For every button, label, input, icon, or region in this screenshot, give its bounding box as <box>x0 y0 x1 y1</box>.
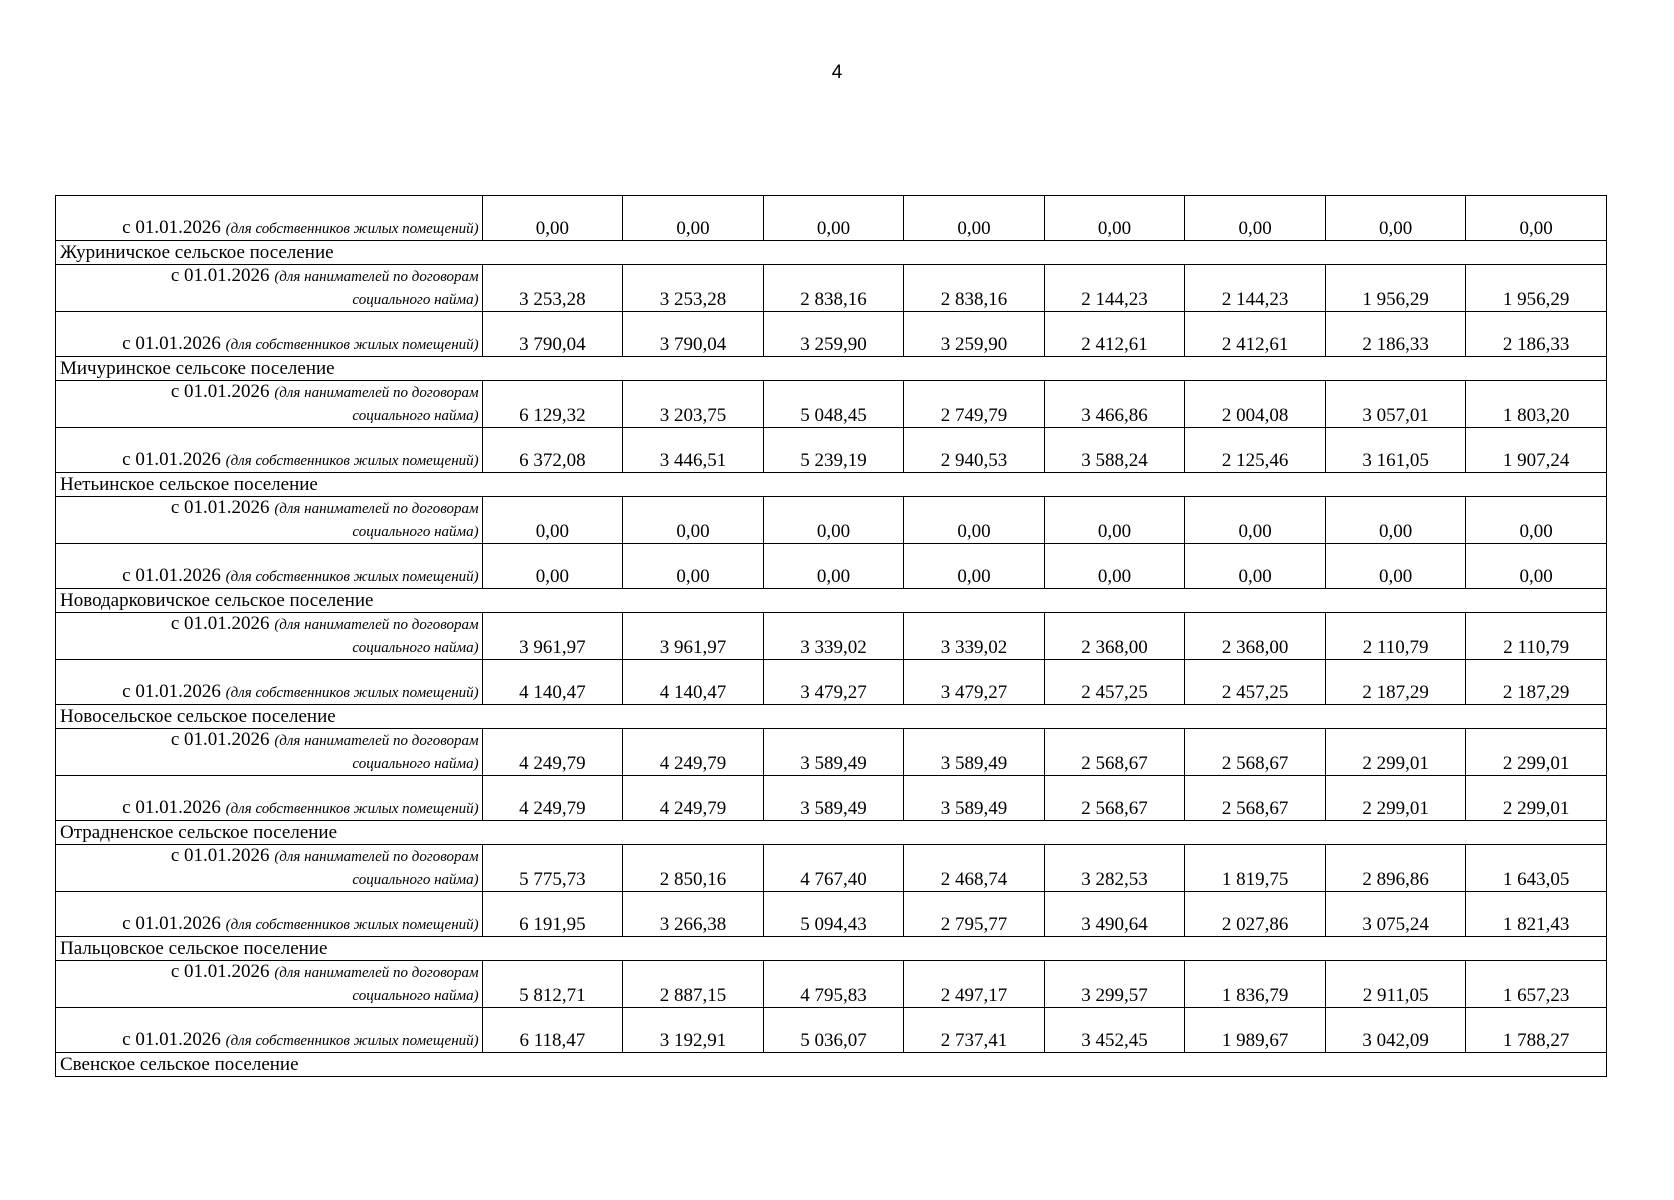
settlement-name: Новодарковичское сельское поселение <box>56 589 1607 613</box>
row-note: (для нанимателей по договорам <box>274 965 479 981</box>
tariff-value-cell: 1 956,29 <box>1466 265 1607 312</box>
row-note-continued: социального найма) <box>352 408 479 424</box>
tariff-table <box>55 195 1607 1077</box>
tariff-row <box>56 1008 1607 1053</box>
tariff-value-cell: 2 568,67 <box>1185 776 1326 821</box>
settlement-header-row <box>56 589 1607 613</box>
tariff-row <box>56 497 1607 544</box>
tariff-value-cell: 2 887,15 <box>623 961 764 1008</box>
settlement-header-row <box>56 937 1607 961</box>
tariff-value-cell: 0,00 <box>482 497 623 544</box>
tariff-value-cell: 3 589,49 <box>904 776 1045 821</box>
tariff-value-cell: 2 497,17 <box>904 961 1045 1008</box>
row-date: с 01.01.2026 <box>170 497 270 518</box>
row-date: с 01.01.2026 <box>122 681 221 702</box>
tariff-value-cell: 2 457,25 <box>1044 660 1185 705</box>
tariff-value-cell: 0,00 <box>623 544 764 589</box>
tariff-value-cell: 3 075,24 <box>1325 892 1466 937</box>
tariff-value-cell: 5 239,19 <box>763 428 904 473</box>
row-note-continued: социального найма) <box>352 988 479 1004</box>
tariff-value-cell: 2 940,53 <box>904 428 1045 473</box>
tariff-row <box>56 544 1607 589</box>
tariff-value-cell: 0,00 <box>1466 544 1607 589</box>
tariff-value-cell: 2 795,77 <box>904 892 1045 937</box>
tariff-value-cell: 3 466,86 <box>1044 381 1185 428</box>
row-date: с 01.01.2026 <box>170 845 270 866</box>
tariff-value-cell: 0,00 <box>1325 544 1466 589</box>
row-date: с 01.01.2026 <box>170 381 270 402</box>
row-note: (для собственников жилых помещений) <box>225 337 479 353</box>
tariff-value-cell: 1 657,23 <box>1466 961 1607 1008</box>
tariff-value-cell: 2 568,67 <box>1044 729 1185 776</box>
settlement-name: Мичуринское сельсоке поселение <box>56 357 1607 381</box>
tariff-value-cell: 0,00 <box>482 544 623 589</box>
row-note: (для нанимателей по договорам <box>274 733 479 749</box>
row-label <box>56 892 483 937</box>
row-note: (для нанимателей по договорам <box>274 617 479 633</box>
row-note: (для собственников жилых помещений) <box>225 801 479 817</box>
settlement-header-row <box>56 705 1607 729</box>
tariff-value-cell: 3 589,49 <box>763 776 904 821</box>
settlement-header-row <box>56 1053 1607 1077</box>
row-label <box>56 265 483 312</box>
tariff-value-cell: 3 203,75 <box>623 381 764 428</box>
tariff-value-cell: 3 266,38 <box>623 892 764 937</box>
tariff-row <box>56 660 1607 705</box>
row-note-continued: социального найма) <box>352 756 479 772</box>
tariff-value-cell: 2 368,00 <box>1044 613 1185 660</box>
row-note: (для собственников жилых помещений) <box>225 453 479 469</box>
row-note: (для нанимателей по договорам <box>274 849 479 865</box>
tariff-value-cell: 2 838,16 <box>904 265 1045 312</box>
row-label <box>56 1008 483 1053</box>
row-note-continued: социального найма) <box>352 292 479 308</box>
settlement-name: Нетьинское сельское поселение <box>56 473 1607 497</box>
tariff-value-cell: 0,00 <box>1185 544 1326 589</box>
tariff-value-cell: 4 767,40 <box>763 845 904 892</box>
tariff-value-cell: 3 961,97 <box>482 613 623 660</box>
row-date: с 01.01.2026 <box>170 729 270 750</box>
tariff-value-cell: 4 795,83 <box>763 961 904 1008</box>
row-note: (для нанимателей по договорам <box>274 385 479 401</box>
tariff-value-cell: 6 191,95 <box>482 892 623 937</box>
tariff-value-cell: 0,00 <box>904 196 1045 241</box>
settlement-header-row <box>56 241 1607 265</box>
row-date: с 01.01.2026 <box>122 449 221 470</box>
tariff-value-cell: 0,00 <box>623 497 764 544</box>
tariff-value-cell: 4 249,79 <box>623 776 764 821</box>
tariff-value-cell: 4 249,79 <box>482 776 623 821</box>
tariff-value-cell: 2 368,00 <box>1185 613 1326 660</box>
tariff-value-cell: 2 299,01 <box>1466 729 1607 776</box>
tariff-value-cell: 0,00 <box>763 544 904 589</box>
tariff-value-cell: 0,00 <box>1185 497 1326 544</box>
tariff-value-cell: 3 490,64 <box>1044 892 1185 937</box>
row-label <box>56 428 483 473</box>
tariff-value-cell: 2 187,29 <box>1325 660 1466 705</box>
tariff-value-cell: 6 129,32 <box>482 381 623 428</box>
row-date: с 01.01.2026 <box>170 961 270 982</box>
page-number: 4 <box>831 62 843 83</box>
tariff-value-cell: 0,00 <box>1185 196 1326 241</box>
settlement-name: Журиничское сельское поселение <box>56 241 1607 265</box>
tariff-row <box>56 613 1607 660</box>
tariff-value-cell: 2 299,01 <box>1325 776 1466 821</box>
row-label <box>56 196 483 241</box>
tariff-value-cell: 4 140,47 <box>482 660 623 705</box>
tariff-value-cell: 2 110,79 <box>1466 613 1607 660</box>
tariff-value-cell: 5 048,45 <box>763 381 904 428</box>
tariff-value-cell: 2 110,79 <box>1325 613 1466 660</box>
row-note-continued: социального найма) <box>352 872 479 888</box>
tariff-value-cell: 1 643,05 <box>1466 845 1607 892</box>
tariff-value-cell: 1 956,29 <box>1325 265 1466 312</box>
tariff-value-cell: 2 850,16 <box>623 845 764 892</box>
tariff-value-cell: 4 249,79 <box>482 729 623 776</box>
row-note: (для нанимателей по договорам <box>274 269 479 285</box>
settlement-name: Отрадненское сельское поселение <box>56 821 1607 845</box>
tariff-value-cell: 3 161,05 <box>1325 428 1466 473</box>
tariff-value-cell: 3 057,01 <box>1325 381 1466 428</box>
tariff-value-cell: 3 961,97 <box>623 613 764 660</box>
tariff-value-cell: 1 819,75 <box>1185 845 1326 892</box>
tariff-value-cell: 3 446,51 <box>623 428 764 473</box>
tariff-value-cell: 0,00 <box>1044 497 1185 544</box>
tariff-row <box>56 381 1607 428</box>
tariff-value-cell: 2 412,61 <box>1044 312 1185 357</box>
tariff-value-cell: 2 838,16 <box>763 265 904 312</box>
tariff-value-cell: 3 589,49 <box>763 729 904 776</box>
row-label <box>56 312 483 357</box>
row-note-continued: социального найма) <box>352 524 479 540</box>
tariff-value-cell: 2 027,86 <box>1185 892 1326 937</box>
tariff-value-cell: 2 144,23 <box>1185 265 1326 312</box>
tariff-value-cell: 3 253,28 <box>623 265 764 312</box>
tariff-value-cell: 3 192,91 <box>623 1008 764 1053</box>
row-label <box>56 381 483 428</box>
tariff-value-cell: 2 896,86 <box>1325 845 1466 892</box>
tariff-value-cell: 1 803,20 <box>1466 381 1607 428</box>
row-note: (для собственников жилых помещений) <box>225 221 479 237</box>
row-date: с 01.01.2026 <box>122 333 221 354</box>
tariff-value-cell: 3 589,49 <box>904 729 1045 776</box>
tariff-value-cell: 4 140,47 <box>623 660 764 705</box>
tariff-value-cell: 2 004,08 <box>1185 381 1326 428</box>
tariff-value-cell: 6 372,08 <box>482 428 623 473</box>
tariff-value-cell: 0,00 <box>763 497 904 544</box>
tariff-value-cell: 0,00 <box>1325 196 1466 241</box>
tariff-value-cell: 2 911,05 <box>1325 961 1466 1008</box>
tariff-value-cell: 3 588,24 <box>1044 428 1185 473</box>
tariff-value-cell: 3 259,90 <box>763 312 904 357</box>
row-date: с 01.01.2026 <box>122 217 221 238</box>
row-date: с 01.01.2026 <box>122 565 221 586</box>
row-note: (для собственников жилых помещений) <box>225 685 479 701</box>
tariff-value-cell: 2 299,01 <box>1325 729 1466 776</box>
tariff-value-cell: 0,00 <box>482 196 623 241</box>
row-label <box>56 845 483 892</box>
tariff-value-cell: 3 299,57 <box>1044 961 1185 1008</box>
row-label <box>56 660 483 705</box>
tariff-value-cell: 4 249,79 <box>623 729 764 776</box>
tariff-value-cell: 2 186,33 <box>1466 312 1607 357</box>
row-label <box>56 613 483 660</box>
row-note-continued: социального найма) <box>352 640 479 656</box>
row-note: (для собственников жилых помещений) <box>225 1033 479 1049</box>
tariff-value-cell: 0,00 <box>1466 196 1607 241</box>
tariff-row <box>56 196 1607 241</box>
row-label <box>56 961 483 1008</box>
tariff-row <box>56 312 1607 357</box>
tariff-value-cell: 6 118,47 <box>482 1008 623 1053</box>
tariff-row <box>56 428 1607 473</box>
row-note: (для собственников жилых помещений) <box>225 917 479 933</box>
tariff-value-cell: 0,00 <box>1044 196 1185 241</box>
row-date: с 01.01.2026 <box>122 797 221 818</box>
tariff-table-body <box>56 196 1607 1077</box>
tariff-value-cell: 2 299,01 <box>1466 776 1607 821</box>
settlement-header-row <box>56 473 1607 497</box>
tariff-row <box>56 265 1607 312</box>
tariff-row <box>56 845 1607 892</box>
tariff-row <box>56 892 1607 937</box>
settlement-name: Свенское сельское поселение <box>56 1053 1607 1077</box>
tariff-value-cell: 3 253,28 <box>482 265 623 312</box>
tariff-value-cell: 3 479,27 <box>904 660 1045 705</box>
row-note: (для нанимателей по договорам <box>274 501 479 517</box>
row-label <box>56 729 483 776</box>
row-label <box>56 776 483 821</box>
tariff-value-cell: 2 125,46 <box>1185 428 1326 473</box>
row-date: с 01.01.2026 <box>122 1029 221 1050</box>
row-note: (для собственников жилых помещений) <box>225 569 479 585</box>
row-label <box>56 497 483 544</box>
tariff-value-cell: 2 568,67 <box>1044 776 1185 821</box>
row-date: с 01.01.2026 <box>122 913 221 934</box>
tariff-value-cell: 0,00 <box>904 497 1045 544</box>
tariff-value-cell: 2 144,23 <box>1044 265 1185 312</box>
settlement-header-row <box>56 357 1607 381</box>
tariff-value-cell: 2 568,67 <box>1185 729 1326 776</box>
tariff-value-cell: 2 187,29 <box>1466 660 1607 705</box>
tariff-value-cell: 1 788,27 <box>1466 1008 1607 1053</box>
settlement-name: Пальцовское сельское поселение <box>56 937 1607 961</box>
tariff-value-cell: 3 790,04 <box>623 312 764 357</box>
tariff-value-cell: 0,00 <box>904 544 1045 589</box>
tariff-value-cell: 5 812,71 <box>482 961 623 1008</box>
tariff-value-cell: 5 094,43 <box>763 892 904 937</box>
tariff-row <box>56 776 1607 821</box>
tariff-row <box>56 729 1607 776</box>
tariff-value-cell: 3 452,45 <box>1044 1008 1185 1053</box>
tariff-value-cell: 0,00 <box>1466 497 1607 544</box>
tariff-value-cell: 3 790,04 <box>482 312 623 357</box>
settlement-header-row <box>56 821 1607 845</box>
tariff-value-cell: 2 749,79 <box>904 381 1045 428</box>
tariff-value-cell: 1 907,24 <box>1466 428 1607 473</box>
tariff-value-cell: 0,00 <box>763 196 904 241</box>
tariff-row <box>56 961 1607 1008</box>
tariff-value-cell: 1 989,67 <box>1185 1008 1326 1053</box>
tariff-value-cell: 3 479,27 <box>763 660 904 705</box>
settlement-name: Новосельское сельское поселение <box>56 705 1607 729</box>
tariff-value-cell: 3 339,02 <box>904 613 1045 660</box>
tariff-value-cell: 3 282,53 <box>1044 845 1185 892</box>
tariff-value-cell: 3 259,90 <box>904 312 1045 357</box>
row-date: с 01.01.2026 <box>170 265 270 286</box>
tariff-value-cell: 2 186,33 <box>1325 312 1466 357</box>
tariff-value-cell: 0,00 <box>623 196 764 241</box>
tariff-value-cell: 5 775,73 <box>482 845 623 892</box>
tariff-value-cell: 1 836,79 <box>1185 961 1326 1008</box>
row-date: с 01.01.2026 <box>170 613 270 634</box>
tariff-value-cell: 3 339,02 <box>763 613 904 660</box>
tariff-value-cell: 2 412,61 <box>1185 312 1326 357</box>
tariff-value-cell: 1 821,43 <box>1466 892 1607 937</box>
tariff-value-cell: 2 468,74 <box>904 845 1045 892</box>
tariff-value-cell: 5 036,07 <box>763 1008 904 1053</box>
tariff-value-cell: 0,00 <box>1325 497 1466 544</box>
tariff-value-cell: 0,00 <box>1044 544 1185 589</box>
row-label <box>56 544 483 589</box>
tariff-value-cell: 3 042,09 <box>1325 1008 1466 1053</box>
tariff-value-cell: 2 457,25 <box>1185 660 1326 705</box>
tariff-value-cell: 2 737,41 <box>904 1008 1045 1053</box>
